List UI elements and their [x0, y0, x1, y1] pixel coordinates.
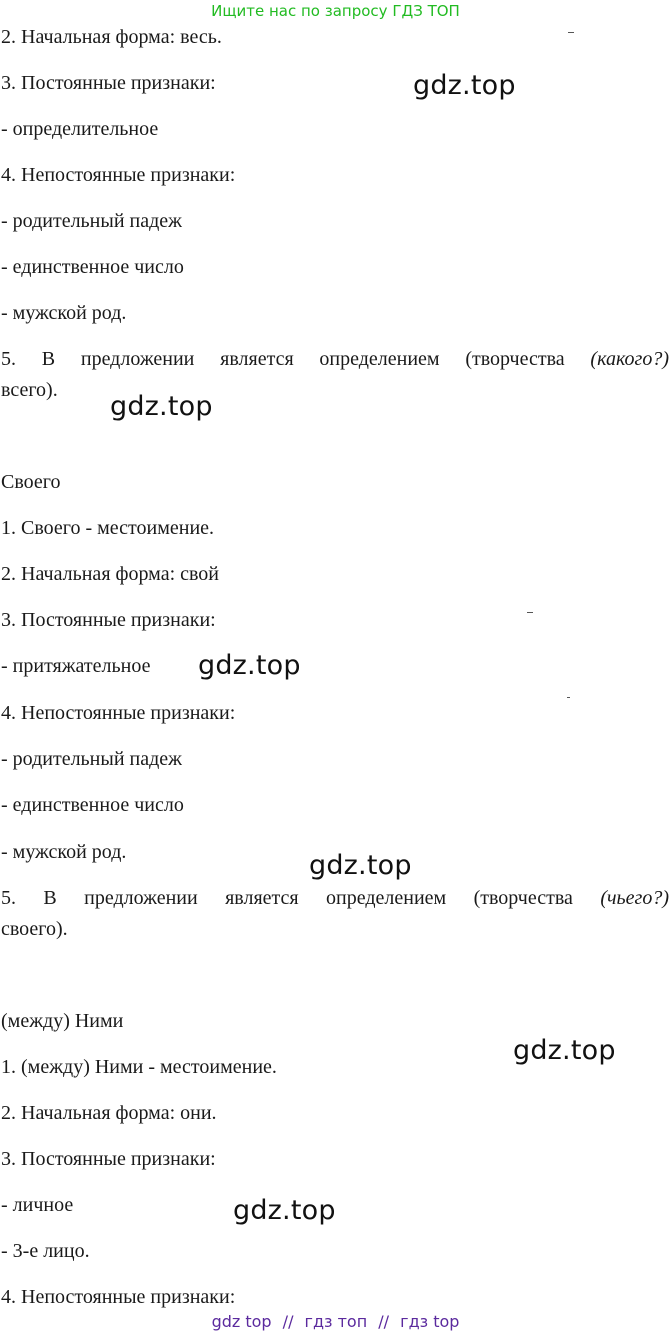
text-line: 2. Начальная форма: они.: [1, 1102, 217, 1124]
text-line: - родительный падеж: [1, 210, 182, 232]
section-title: Своего: [1, 471, 61, 493]
text-line: 1. (между) Ними - местоимение.: [1, 1056, 277, 1078]
text-line: своего).: [1, 918, 68, 940]
section-title: (между) Ними: [1, 1010, 124, 1032]
scan-speck: [568, 32, 574, 33]
scan-speck: [527, 612, 533, 613]
question-text: (какого?): [590, 348, 669, 370]
footer-link[interactable]: гдз топ: [304, 1312, 368, 1331]
text-line: - единственное число: [1, 256, 184, 278]
watermark: gdz.top: [413, 70, 516, 101]
text-line: 3. Постоянные признаки:: [1, 609, 216, 631]
watermark: gdz.top: [309, 850, 412, 881]
text-line: всего).: [1, 379, 58, 401]
text-line: - единственное число: [1, 794, 184, 816]
text-line: 2. Начальная форма: свой: [1, 563, 220, 585]
question-text: (чьего?): [600, 887, 669, 909]
watermark: gdz.top: [513, 1035, 616, 1066]
text-line: - определительное: [1, 118, 159, 140]
text-line: [1, 347, 669, 371]
footer-link[interactable]: gdz top: [211, 1312, 272, 1331]
text-line: - личное: [1, 1194, 74, 1216]
sentence-text: 5. В предложении является определением (творчества: [1, 348, 565, 370]
watermark: gdz.top: [110, 391, 213, 422]
text-line: - мужской род.: [1, 302, 127, 324]
text-line: 1. Своего - местоимение.: [1, 517, 215, 539]
text-line: 3. Постоянные признаки:: [1, 1148, 216, 1170]
watermark: gdz.top: [233, 1195, 336, 1226]
scan-speck: [567, 697, 570, 698]
text-line: - мужской род.: [1, 841, 127, 863]
text-line: 2. Начальная форма: весь.: [1, 26, 222, 48]
watermark: gdz.top: [198, 650, 301, 681]
text-line: - родительный падеж: [1, 748, 182, 770]
footer-link[interactable]: гдз top: [400, 1312, 460, 1331]
footer-separator: //: [378, 1312, 390, 1331]
text-line: [1, 886, 669, 910]
footer-links: [0, 1312, 671, 1331]
footer-separator: //: [282, 1312, 294, 1331]
text-line: - притяжательное: [1, 655, 151, 677]
text-line: 3. Постоянные признаки:: [1, 72, 216, 94]
text-line: - 3-е лицо.: [1, 1240, 90, 1262]
text-line: 4. Непостоянные признаки:: [1, 702, 236, 724]
sentence-text: 5. В предложении является определением (творчества: [1, 887, 573, 909]
text-line: 4. Непостоянные признаки:: [1, 164, 236, 186]
search-banner: Ищите нас по запросу ГДЗ ТОП: [211, 2, 460, 20]
text-line: 4. Непостоянные признаки:: [1, 1286, 236, 1308]
